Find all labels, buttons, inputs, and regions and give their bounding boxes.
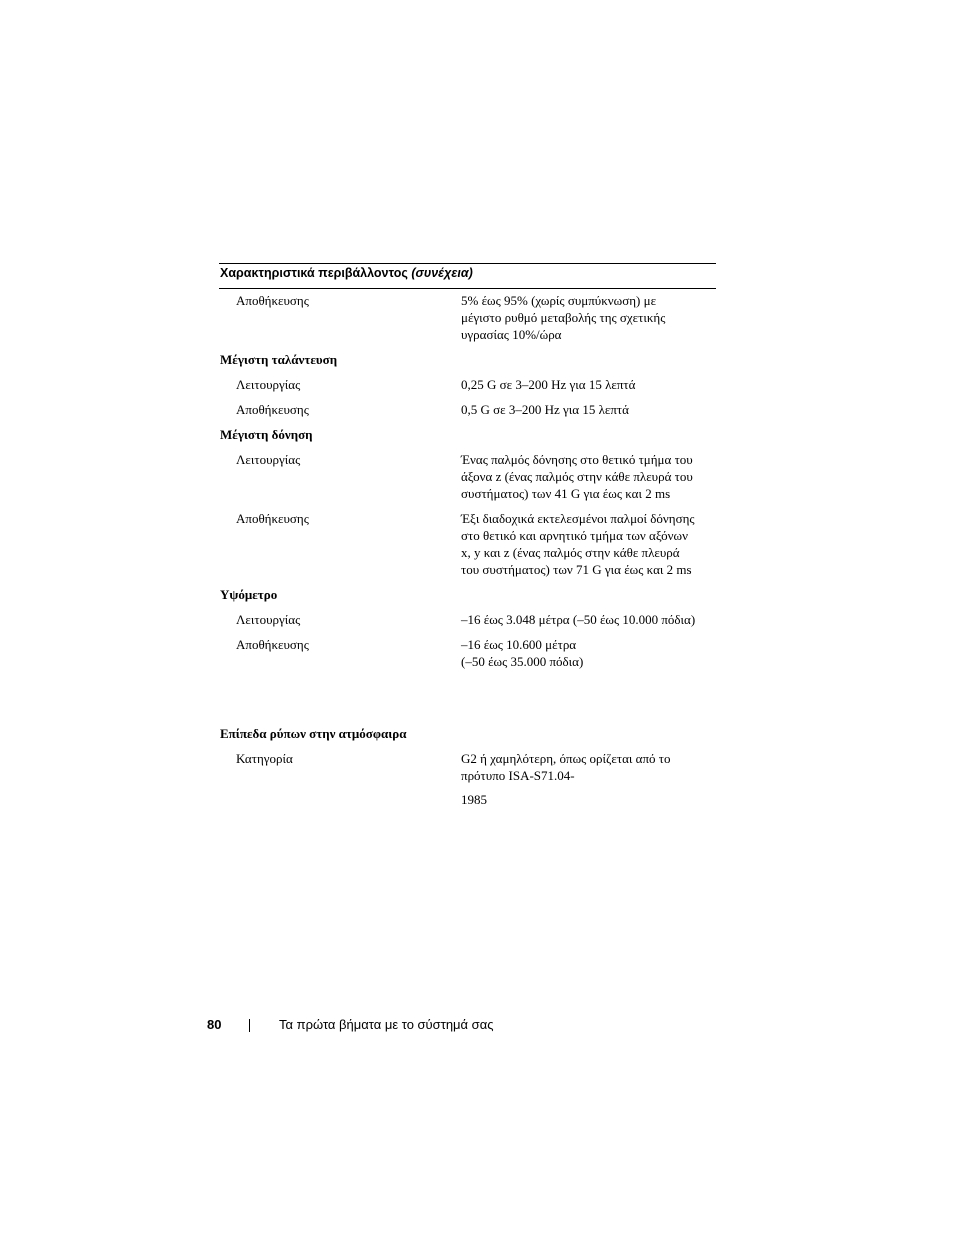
- row-label: Λειτουργίας: [236, 377, 301, 392]
- row-label: Αποθήκευσης: [236, 402, 309, 417]
- row-value: Έξι διαδοχικά εκτελεσμένοι παλμοί δόνησης στο θετικό και αρνητικό τμήμα των αξόνων x, y και z (ένας παλμός στην κάθε πλευρά του συστήματος) των 71 G για έως και 2 ms: [461, 511, 695, 577]
- row-value: 0,5 G σε 3–200 Hz για 15 λεπτά: [461, 402, 629, 417]
- row-value: 0,25 G σε 3–200 Hz για 15 λεπτά: [461, 377, 636, 392]
- row-label: Αποθήκευσης: [236, 511, 309, 526]
- row-label: Αποθήκευσης: [236, 637, 309, 652]
- table-header-rule: [219, 288, 716, 289]
- row-value: Ένας παλμός δόνησης στο θετικό τμήμα του άξονα z (ένας παλμός στην κάθε πλευρά του συστήματος) των 41 G για έως και 2 ms: [461, 452, 693, 501]
- row-value: G2 ή χαμηλότερη, όπως ορίζεται από το πρότυπο ISA-S71.04-: [461, 751, 671, 783]
- section-heading-contaminants: Επίπεδα ρύπων στην ατμόσφαιρα: [220, 726, 407, 741]
- section-heading-shock: Μέγιστη δόνηση: [220, 427, 313, 442]
- section-heading-vibration: Μέγιστη ταλάντευση: [220, 352, 338, 367]
- row-value: 5% έως 95% (χωρίς συμπύκνωση) με μέγιστο ρυθμό μεταβολής της σχετικής υγρασίας 10%/ώρα: [461, 293, 666, 342]
- row-label: Λειτουργίας: [236, 612, 301, 627]
- row-label: Κατηγορία: [236, 751, 293, 766]
- row-value: 1985: [461, 792, 487, 807]
- row-label: Λειτουργίας: [236, 452, 301, 467]
- row-value: –16 έως 10.600 μέτρα (–50 έως 35.000 πόδια): [461, 637, 584, 669]
- row-label: Αποθήκευσης: [236, 293, 309, 308]
- table-title: Χαρακτηριστικά περιβάλλοντος (συνέχεια): [220, 266, 473, 280]
- table-top-rule: [219, 263, 716, 264]
- section-heading-altitude: Υψόμετρο: [220, 587, 278, 602]
- footer-title: Τα πρώτα βήματα με το σύστημά σας: [279, 1017, 494, 1032]
- page-number: 80: [207, 1017, 222, 1032]
- row-value: –16 έως 3.048 μέτρα (–50 έως 10.000 πόδια): [461, 612, 696, 627]
- footer-separator: [249, 1019, 250, 1032]
